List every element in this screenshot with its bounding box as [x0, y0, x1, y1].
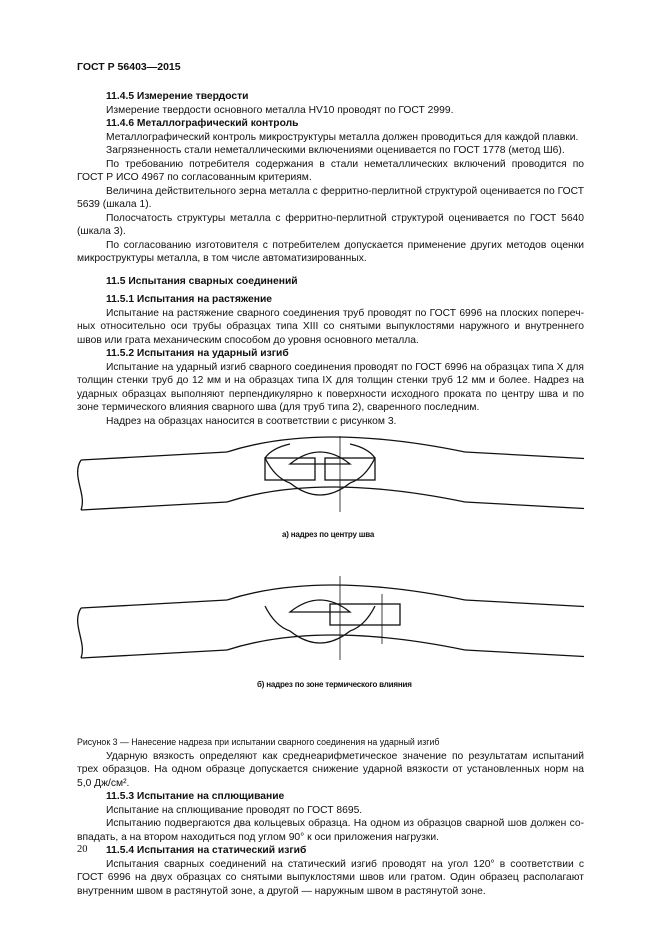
specimen-a-drawing [78, 436, 584, 512]
paragraph: Загрязненность стали неметаллическими включениями оценивается по ГОСТ 1778 (метод Ш6). [106, 145, 565, 156]
paragraph: Испытание на сплющивание проводят по ГОСТ 8695. [106, 804, 363, 816]
document-header: ГОСТ Р 56403—2015 [77, 61, 181, 73]
heading-11-5-4: 11.5.4 Испытания на статический изгиб [106, 845, 307, 856]
paragraph: Ударную вязкость определяют как среднеарифметическое значение по результатам испытаний трех образцов. На одном образце допускается снижение ударной вязкости от установленных норм на 5,0 Дж/см². [77, 750, 584, 789]
subfigure-a-caption: а) надрез по центру шва [282, 530, 375, 539]
paragraph: Испытанию подвергаются два кольцевых образца. На одном из образцов сварной шов должен совпадать, а на втором находиться под углом 90° к оси приложения нагрузки. [77, 818, 584, 843]
figure-caption: Рисунок 3 — Нанесение надреза при испытании сварного соединения на ударный изгиб [77, 737, 440, 747]
paragraph: Измерение твердости основного металла HV10 проводят по ГОСТ 2999. [106, 104, 454, 116]
heading-11-5: 11.5 Испытания сварных соединений [106, 275, 298, 287]
paragraph: По согласованию изготовителя с потребителем допускается применение других методов оценки микроструктуры металла, в том числе автоматизированных. [77, 239, 584, 264]
specimen-b-drawing [78, 576, 584, 660]
heading-11-5-3: 11.5.3 Испытание на сплющивание [106, 791, 285, 802]
heading-11-4-6: 11.4.6 Металлографический контроль [106, 118, 299, 129]
paragraph: Испытание на ударный изгиб сварного соединения проводят по ГОСТ 6996 на образцах типа X для толщин стенки труб до 12 мм и на образцах типа IX для толщин стенки труб 12 мм и более. Надрез на ударных образцах выполняют перпендикулярно к поверхности исходного проката по центру шва и по зоне термического влияния сварного шва (для труб типа 2), сваренного последним. [77, 361, 584, 413]
heading-11-5-2: 11.5.2 Испытания на ударный изгиб [106, 348, 289, 359]
paragraph: Надрез на образцах наносится в соответствии с рисунком 3. [106, 415, 397, 427]
heading-11-5-1: 11.5.1 Испытания на растяжение [106, 294, 273, 305]
heading-11-4-5: 11.4.5 Измерение твердости [106, 91, 249, 102]
paragraph: Величина действительного зерна металла с ферритно-перлитной структурой оценивается по ГОСТ 5639 (шкала 1). [77, 185, 584, 210]
page-content [77, 90, 584, 898]
page-number: 20 [77, 844, 88, 855]
paragraph: Испытание на растяжение сварного соединения труб проводят по ГОСТ 6996 на плоских поперечных относительно оси трубы образцах типа XIII со снятыми выпуклостями наружного и внутреннего швов или грата механическим способом до уровня основного металла. [77, 307, 584, 346]
paragraph: Металлографический контроль микроструктуры металла должен проводиться для каждой плавки. [106, 131, 579, 143]
paragraph: По требованию потребителя содержания в стали неметаллических включений проводится по ГОСТ Р ИСО 4967 по согласованным критериям. [77, 158, 584, 183]
figure-3 [77, 436, 584, 736]
subfigure-b-caption: б) надрез по зоне термического влияния [257, 680, 412, 689]
paragraph: Испытания сварных соединений на статический изгиб проводят на угол 120° в соответствии с ГОСТ 6996 на двух образцах со снятыми выпуклостями швов или гратом. Один образец располагают внутренним швом в растянутой зоне, а другой — наружным швом в растянутой зоне. [77, 858, 584, 897]
paragraph: Полосчатость структуры металла с ферритно-перлитной структурой оценивается по ГОСТ 5640 (шкала 3). [77, 212, 584, 237]
